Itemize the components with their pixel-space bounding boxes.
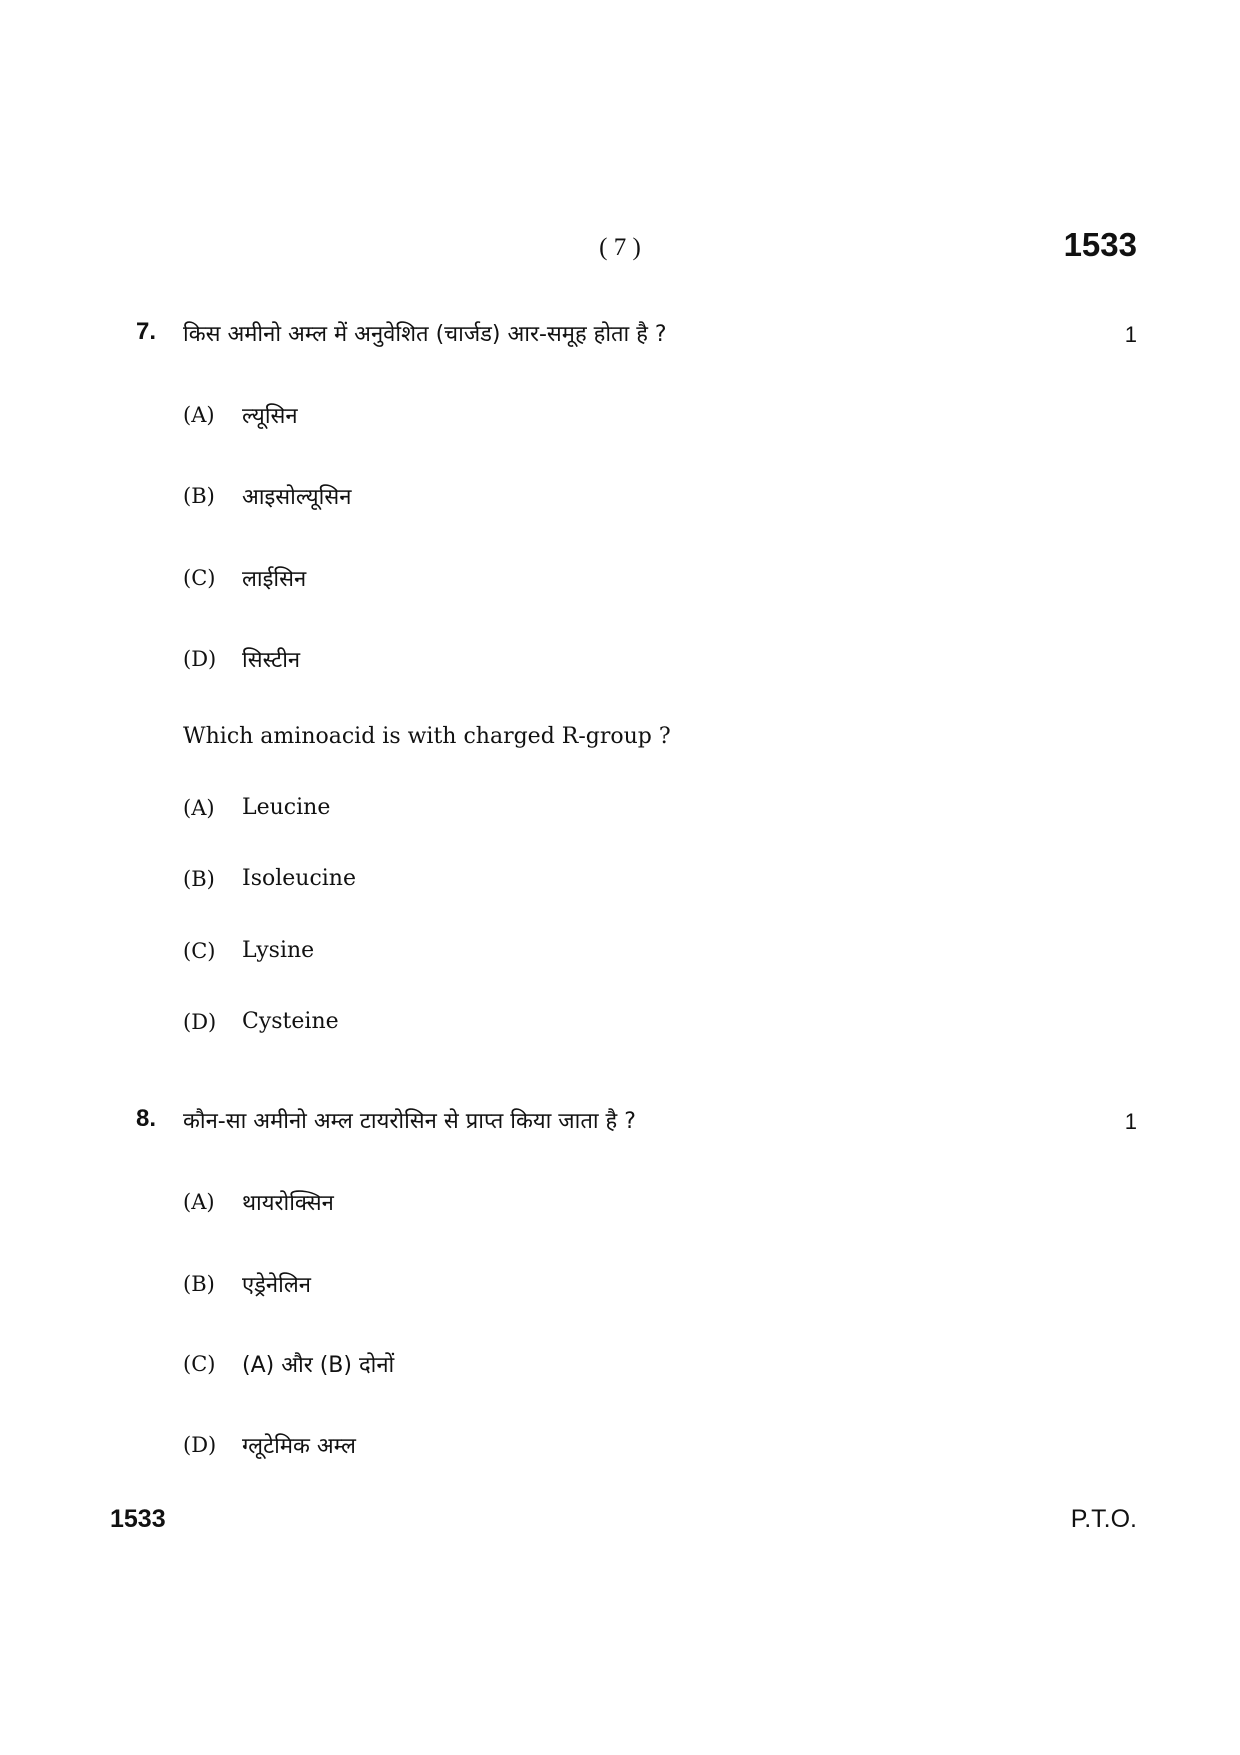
paper-code-footer: 1533 xyxy=(110,1505,166,1533)
q8-hi-option-d-label: (D) xyxy=(183,1433,217,1457)
q8-hi-option-c-label: (C) xyxy=(183,1352,216,1376)
q7-hi-option-b-label: (B) xyxy=(183,484,215,508)
q8-hi-option-a-label: (A) xyxy=(183,1190,215,1214)
page-number: ( 7 ) xyxy=(599,234,641,261)
question-7-text-english: Which aminoacid is with charged R-group ? xyxy=(183,724,671,749)
paper-code-header: 1533 xyxy=(1063,226,1137,263)
question-8-number: 8. xyxy=(136,1105,157,1132)
question-7-number: 7. xyxy=(136,318,157,345)
q7-en-option-a-text: Leucine xyxy=(242,795,331,820)
q8-hi-option-a-text: थायरोक्सिन xyxy=(242,1191,334,1216)
q7-en-option-d-text: Cysteine xyxy=(242,1009,339,1034)
q7-hi-option-a-text: ल्यूसिन xyxy=(242,404,298,429)
q8-hi-option-b-text: एड्रेनेलिन xyxy=(242,1273,311,1298)
q7-hi-option-c-text: लाईसिन xyxy=(242,567,307,592)
pto-label: P.T.O. xyxy=(1070,1505,1137,1533)
q7-en-option-d-label: (D) xyxy=(183,1010,217,1034)
q7-hi-option-d-label: (D) xyxy=(183,647,217,671)
question-8-text-hindi: कौन-सा अमीनो अम्ल टायरोसिन से प्राप्त किया जाता है ? xyxy=(183,1109,636,1134)
question-7-text-hindi: किस अमीनो अम्ल में अनुवेशित (चार्जड) आर-समूह होता है ? xyxy=(183,322,667,347)
q7-hi-option-b-text: आइसोल्यूसिन xyxy=(242,485,352,510)
q7-en-option-c-label: (C) xyxy=(183,939,216,963)
q7-en-option-b-text: Isoleucine xyxy=(242,866,356,891)
q8-hi-option-b-label: (B) xyxy=(183,1272,215,1296)
q7-en-option-a-label: (A) xyxy=(183,796,215,820)
q7-hi-option-c-label: (C) xyxy=(183,566,216,590)
q8-hi-option-c-text: (A) और (B) दोनों xyxy=(242,1353,395,1378)
q7-hi-option-a-label: (A) xyxy=(183,403,215,427)
q8-hi-option-d-text: ग्लूटेमिक अम्ल xyxy=(242,1434,356,1459)
q7-hi-option-d-text: सिस्टीन xyxy=(242,648,301,673)
question-7-marks: 1 xyxy=(1124,322,1137,347)
q7-en-option-b-label: (B) xyxy=(183,867,215,891)
question-8-marks: 1 xyxy=(1124,1109,1137,1134)
q7-en-option-c-text: Lysine xyxy=(242,938,315,963)
